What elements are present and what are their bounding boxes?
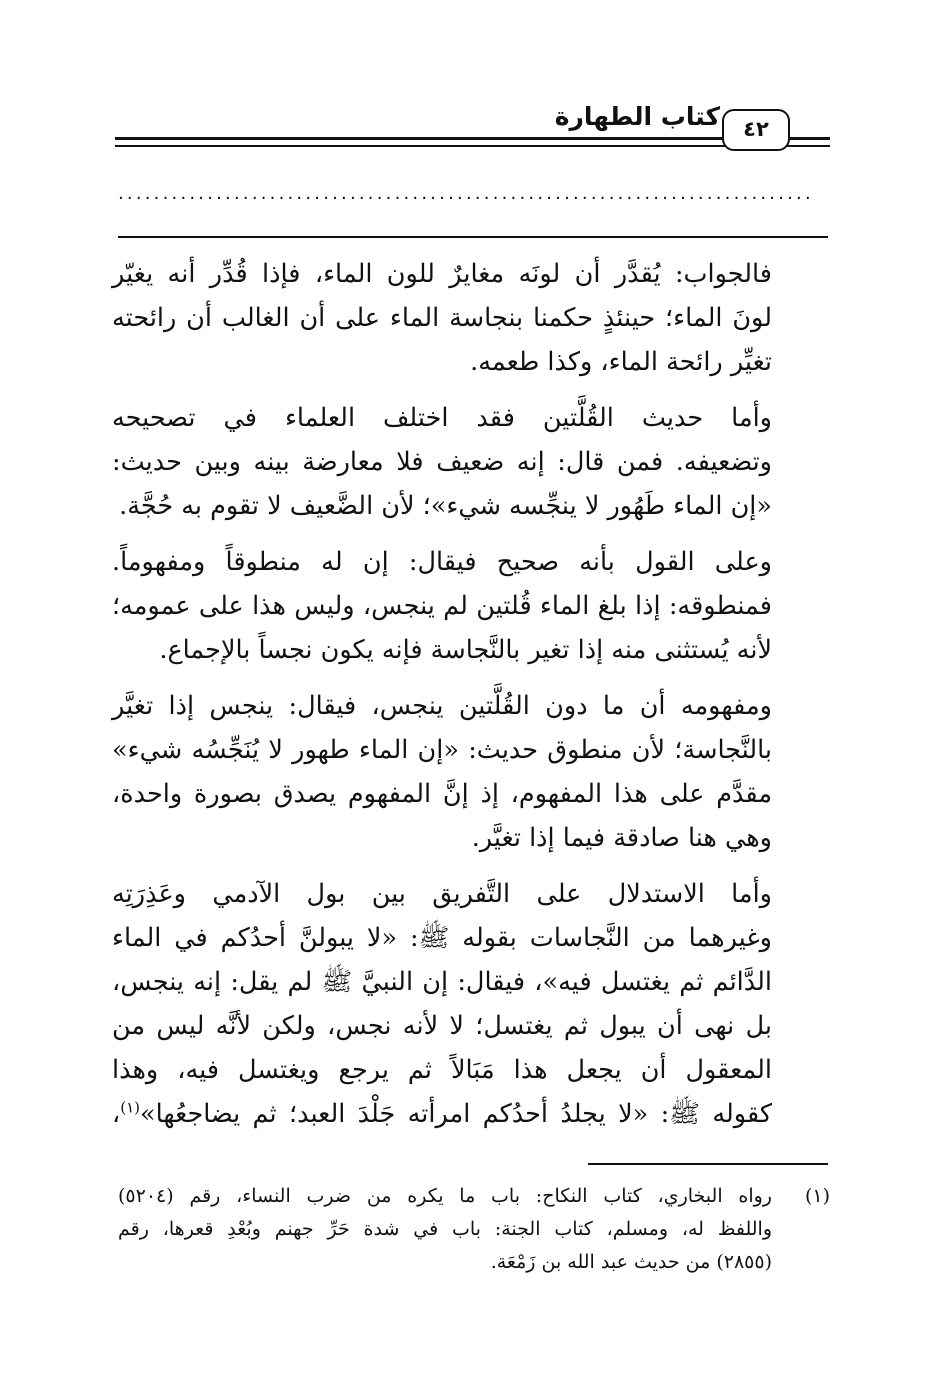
text-line: وهي هنا صادقة فيما إذا تغيَّر. — [471, 823, 772, 853]
text-line: الدَّائم ثم يغتسل فيه»، فيقال: إن النبيَّ ﷺ لم يقل: إنه ينجس، — [112, 967, 772, 997]
text-line: فالجواب: يُقدَّر أن لونَه مغايرٌ للون الماء، فإذا قُدِّر أنه يغيّر — [112, 259, 772, 289]
text-line: ومفهومه أن ما دون القُلَّتين ينجس، فيقال: ينجس إذا تغيَّر — [112, 691, 772, 721]
footnote-line: واللفظ له، ومسلم، كتاب الجنة: باب في شدة حَرِّ جهنم وبُعْدِ قعرها، رقم — [118, 1218, 772, 1240]
top-separator — [118, 236, 828, 238]
text-line: بالنَّجاسة؛ لأن منطوق حديث: «إن الماء طهور لا يُنَجِّسُه شيء» — [112, 735, 772, 765]
paragraph — [112, 872, 832, 1136]
book-title: كتاب الطهارة — [554, 102, 720, 131]
footnote-reference[interactable]: (١) — [120, 1098, 141, 1117]
paragraph — [112, 252, 832, 384]
body-text — [112, 252, 832, 1148]
footnotes — [118, 1180, 830, 1279]
text-line: وأما الاستدلال على التَّفريق بين بول الآدمي وعَذِرَتِه — [112, 879, 772, 909]
text-line: فمنطوقه: إذا بلغ الماء قُلتين لم ينجس، وليس هذا على عمومه؛ — [112, 591, 772, 621]
text-line: وأما حديث القُلَّتين فقد اختلف العلماء في تصحيحه — [112, 403, 772, 433]
paragraph — [112, 684, 832, 860]
text-segment: ، — [112, 1099, 121, 1129]
footnote-line: (٢٨٥٥) من حديث عبد الله بن زَمْعَة. — [490, 1251, 772, 1273]
text-line: وعلى القول بأنه صحيح فيقال: إن له منطوقاً ومفهوماً. — [112, 547, 772, 577]
text-line: لونَ الماء؛ حينئذٍ حكمنا بنجاسة الماء على أن الغالب أن رائحته — [112, 303, 772, 333]
paragraph — [112, 396, 832, 528]
text-line: «إن الماء طَهُور لا ينجِّسه شيء»؛ لأن الضَّعيف لا تقوم به حُجَّة. — [119, 491, 772, 521]
text-line-with-footnote — [112, 1092, 832, 1136]
text-line: وغيرهما من النَّجاسات بقوله ﷺ: «لا يبولنَّ أحدُكم في الماء — [112, 923, 772, 953]
footnote-rule — [588, 1163, 828, 1165]
footnote-number: (١) — [804, 1185, 830, 1207]
page-number: ٤٢ — [722, 109, 790, 151]
text-line: وتضعيفه. فمن قال: إنه ضعيف فلا معارضة بينه وبين حديث: — [112, 447, 772, 477]
text-line: لأنه يُستثنى منه إذا تغير بالنَّجاسة فإنه يكون نجساً بالإجماع. — [159, 635, 772, 665]
footnote-line: رواه البخاري، كتاب النكاح: باب ما يكره من ضرب النساء، رقم (٥٢٠٤) — [118, 1185, 772, 1207]
footnote-item — [118, 1180, 830, 1279]
dot-leader: .............................................................................. — [118, 188, 814, 204]
text-segment: كقوله ﷺ: «لا يجلدُ أحدُكم امرأته جَلْدَ العبد؛ ثم يضاجعُها» — [140, 1099, 772, 1129]
paragraph — [112, 540, 832, 672]
page-header — [115, 95, 830, 155]
text-line: تغيِّر رائحة الماء، وكذا طعمه. — [470, 347, 772, 377]
text-line: مقدَّم على هذا المفهوم، إذ إنَّ المفهوم يصدق بصورة واحدة، — [112, 779, 772, 809]
text-line: بل نهى أن يبول ثم يغتسل؛ لا لأنه نجس، ولكن لأنَّه ليس من — [112, 1011, 772, 1041]
text-line: المعقول أن يجعل هذا مَبَالاً ثم يرجع ويغتسل فيه، وهذا — [112, 1055, 772, 1085]
